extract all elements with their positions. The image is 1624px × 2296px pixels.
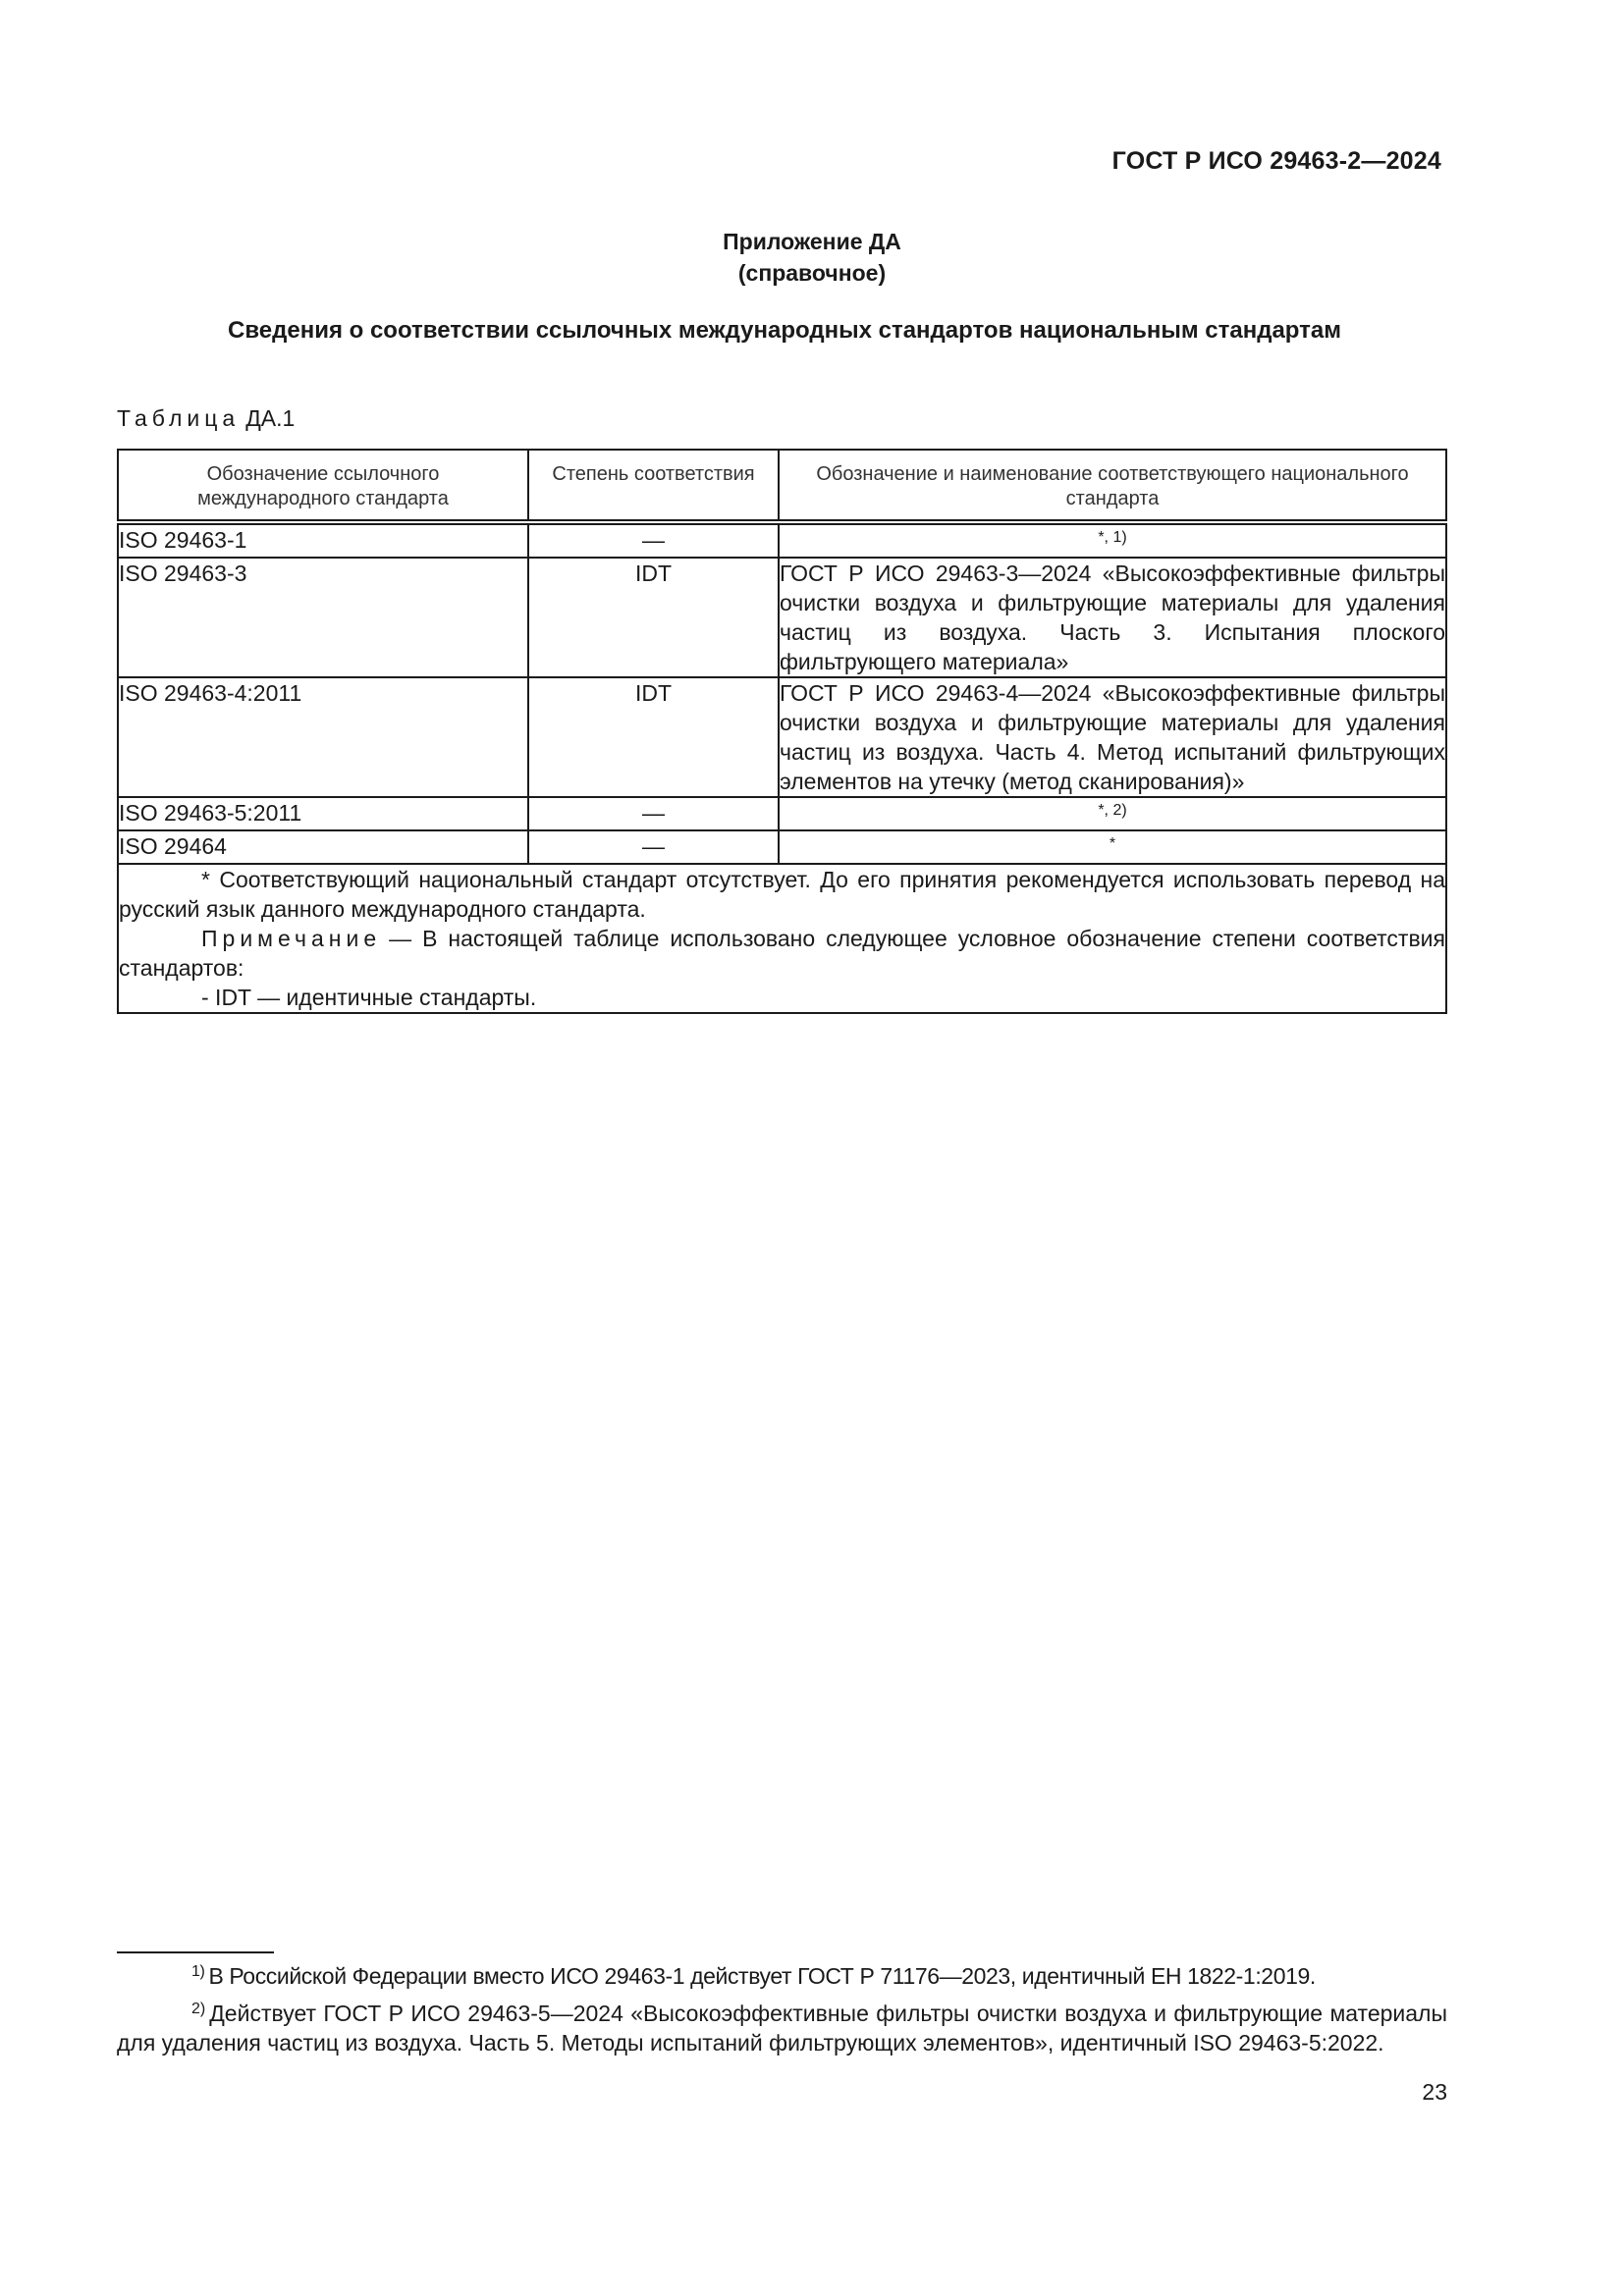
asterisk-note: * Соответствующий национальный стандарт отсутствует. До его принятия рекомендуется использовать перевод на русский язык данного международного стандарта. <box>119 867 1445 922</box>
national-cell <box>779 797 1446 830</box>
table-notes <box>118 864 1446 1013</box>
footnote-mark: *, 2) <box>1098 802 1127 819</box>
column-header-reference: Обозначение ссылочного международного стандарта <box>118 450 528 522</box>
annex-title-line1: Приложение ДА <box>723 229 901 254</box>
degree-cell: IDT <box>528 677 779 797</box>
table-row <box>118 677 1446 797</box>
national-cell: ГОСТ Р ИСО 29463-3—2024 «Высокоэффективные фильтры очистки воздуха и фильтрующие материалы для удаления частиц из воздуха. Часть 3. Испытания плоского фильтрующего материала» <box>779 558 1446 677</box>
footnote-2-text: Действует ГОСТ Р ИСО 29463-5—2024 «Высокоэффективные фильтры очистки воздуха и фильтрующие материалы для удаления частиц из воздуха. Часть 5. Методы испытаний фильтрующих элементов», идентичный ISO 29463-5:2022. <box>117 2001 1447 2056</box>
column-header-degree: Степень соответствия <box>528 450 779 522</box>
column-header-national: Обозначение и наименование соответствующего национального стандарта <box>779 450 1446 522</box>
note-text: — В настоящей таблице использовано следующее условное обозначение степени соответствия стандартов: <box>119 926 1445 981</box>
footnote-mark: * <box>1109 835 1116 852</box>
reference-cell: ISO 29463-3 <box>118 558 528 677</box>
table-row <box>118 522 1446 558</box>
national-cell <box>779 522 1446 558</box>
table-header-row <box>118 450 1446 522</box>
degree-cell: — <box>528 522 779 558</box>
footnote-1-mark: 1) <box>191 1963 205 1980</box>
reference-cell: ISO 29464 <box>118 830 528 864</box>
table-caption-word: Таблица <box>117 405 241 431</box>
table-row <box>118 797 1446 830</box>
annex-title <box>0 226 1624 289</box>
footnote-divider <box>117 1951 274 1953</box>
reference-cell: ISO 29463-5:2011 <box>118 797 528 830</box>
section-title: Сведения о соответствии ссылочных международных стандартов национальным стандартам <box>228 317 1341 344</box>
table-row <box>118 830 1446 864</box>
degree-cell: — <box>528 830 779 864</box>
reference-cell: ISO 29463-4:2011 <box>118 677 528 797</box>
degree-cell: IDT <box>528 558 779 677</box>
table-notes-row <box>118 864 1446 1013</box>
table-caption-id: ДА.1 <box>245 405 296 431</box>
table-row <box>118 558 1446 677</box>
footnote-1-text: В Российской Федерации вместо ИСО 29463-1 действует ГОСТ Р 71176—2023, идентичный ЕН 1822-1:2019. <box>208 1963 1316 1989</box>
document-code: ГОСТ Р ИСО 29463-2—2024 <box>1111 147 1441 175</box>
footnote-2-mark: 2) <box>191 2001 206 2017</box>
page-number: 23 <box>1422 2079 1447 2105</box>
correspondence-table <box>117 449 1447 1014</box>
national-cell: ГОСТ Р ИСО 29463-4—2024 «Высокоэффективные фильтры очистки воздуха и фильтрующие материалы для удаления частиц из воздуха. Часть 4. Метод испытаний фильтрующих элементов на утечку (метод сканирования)» <box>779 677 1446 797</box>
note <box>119 924 1445 983</box>
footnote-1 <box>117 1961 1447 1991</box>
footnote-mark: *, 1) <box>1098 529 1127 546</box>
reference-cell: ISO 29463-1 <box>118 522 528 558</box>
national-cell <box>779 830 1446 864</box>
annex-title-line2: (справочное) <box>737 260 887 286</box>
table-caption <box>117 405 295 432</box>
note-item: - IDT — идентичные стандарты. <box>201 985 537 1010</box>
degree-cell: — <box>528 797 779 830</box>
footnote-2 <box>117 1999 1447 2057</box>
note-label: Примечание <box>201 926 382 951</box>
